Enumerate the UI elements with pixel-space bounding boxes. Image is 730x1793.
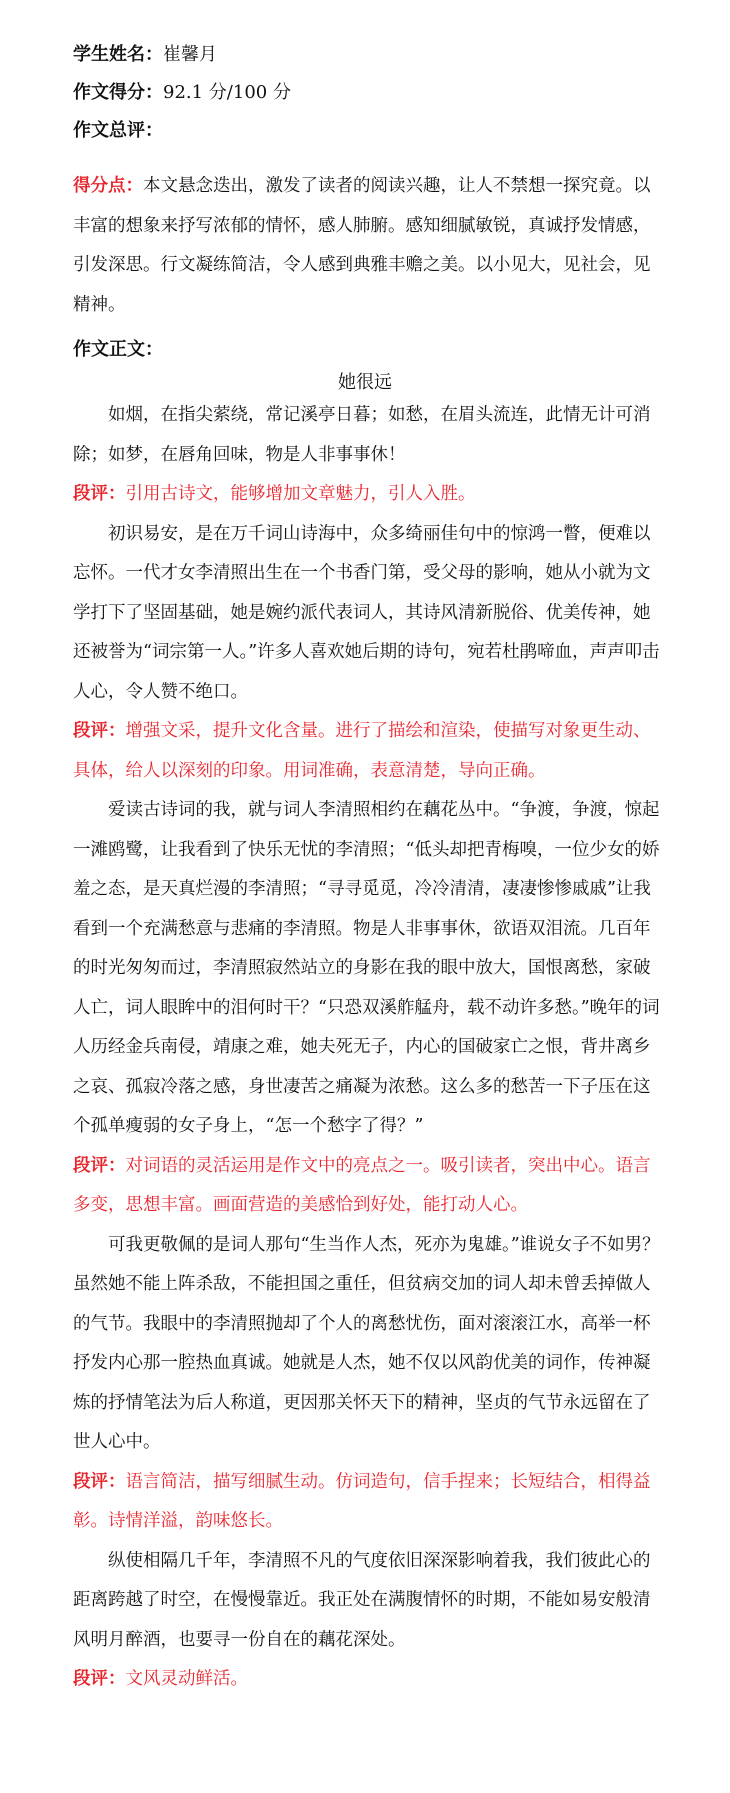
paragraph-1: 如烟，在指尖萦绕，常记溪亭日暮；如愁，在眉头流连，此情无计可消除；如梦，在唇角回味，物是人非事事休！ [73,405,651,465]
paragraph-comment-2 [73,712,663,791]
student-name-row [73,43,217,67]
score-points-label: 得分点： [73,176,143,196]
paragraph-comment-3 [73,1147,663,1226]
body-heading [73,338,163,362]
overall-comment [73,167,663,325]
score-label: 作文得分： [73,82,163,103]
student-name-label: 学生姓名： [73,44,163,65]
comment-text: 引用古诗文，能够增加文章魅力，引人入胜。 [125,484,476,504]
paragraph-comment-1 [73,475,663,515]
comment-label: 段评： [73,721,126,741]
score-points-text: 本文悬念迭出，激发了读者的阅读兴趣，让人不禁想一探究竟。以丰富的想象来抒写浓郁的情怀，感人肺腑。感知细腻敏锐，真诚抒发情感，引发深思。行文凝练简洁，令人感到典雅丰赡之美。以小见大，见社会，见精神。 [73,176,651,315]
comment-text: 语言简洁，描写细腻生动。仿词造句，信手捏来；长短结合，相得益彰。诗情洋溢，韵味悠长。 [73,1471,651,1531]
essay-title: 她很远 [338,372,392,393]
paragraph-comment-5 [73,1660,663,1700]
paragraph-2: 初识易安，是在万千词山诗海中，众多绮丽佳句中的惊鸿一瞥，便难以忘怀。一代才女李清照出生在一个书香门第，受父母的影响，她从小就为文学打下了坚固基础，她是婉约派代表词人，其诗风清新脱俗、优美传神，她还被誉为“词宗第一人。”许多人喜欢她后期的诗句，宛若杜鹃啼血，声声叩击人心，令人赞不绝口。 [73,523,660,702]
paragraph-4: 可我更敬佩的是词人那句“生当作人杰，死亦为鬼雄。”谁说女子不如男？虽然她不能上阵杀敌，不能担国之重任，但贫病交加的词人却未曾丢掉做人的气节。我眼中的李清照抛却了个人的离愁忧伤，面对滚滚江水，高举一杯抒发内心那一腔热血真诚。她就是人杰，她不仅以风韵优美的词作，传神凝炼的抒情笔法为后人称道，更因那关怀天下的精神，坚贞的气节永远留在了世人心中。 [73,1234,660,1452]
essay-body [73,396,663,1700]
comment-label: 段评： [73,1471,126,1492]
comment-label: 段评： [73,1155,126,1176]
overall-comment-label: 作文总评： [73,120,163,141]
paragraph-3: 爱读古诗词的我，就与词人李清照相约在藕花丛中。“争渡，争渡，惊起一滩鸥鹭，让我看到了快乐无忧的李清照；“低头却把青梅嗅，一位少女的娇羞之态，是天真烂漫的李清照；“寻寻觅觅，冷冷清清，凄凄惨惨戚戚”让我看到一个充满愁意与悲痛的李清照。物是人非事事休，欲语双泪流。几百年的时光匆匆而过，李清照寂然站立的身影在我的眼中放大，国恨离愁，家破人亡，词人眼眸中的泪何时干？“只恐双溪舴艋舟，载不动许多愁。”晚年的词人历经金兵南侵，靖康之难，她夫死无子，内心的国破家亡之恨，背井离乡之哀、孤寂冷落之感，身世凄苦之痛凝为浓愁。这么多的愁苦一下子压在这个孤单瘦弱的女子身上，“怎一个愁字了得？” [73,800,660,1136]
comment-text: 文风灵动鲜活。 [125,1669,248,1689]
comment-label: 段评： [73,1669,126,1689]
student-name: 崔馨月 [163,44,217,65]
paragraph-comment-4 [73,1463,663,1542]
score-row [73,81,291,105]
body-label: 作文正文： [73,339,163,360]
overall-comment-heading [73,119,163,143]
score-value: 92.1 分/100 分 [163,82,291,103]
comment-text: 增强文采，提升文化含量。进行了描绘和渲染，使描写对象更生动、具体，给人以深刻的印象。用词准确，表意清楚，导向正确。 [73,721,651,781]
paragraph-5: 纵使相隔几千年，李清照不凡的气度依旧深深影响着我，我们彼此心的距离跨越了时空，在慢慢靠近。我正处在满腹情怀的时期，不能如易安般清风明月醉酒，也要寻一份自在的藕花深处。 [73,1550,651,1650]
comment-text: 对词语的灵活运用是作文中的亮点之一。吸引读者，突出中心。语言多变，思想丰富。画面营造的美感恰到好处，能打动人心。 [73,1155,651,1215]
comment-label: 段评： [73,484,126,504]
